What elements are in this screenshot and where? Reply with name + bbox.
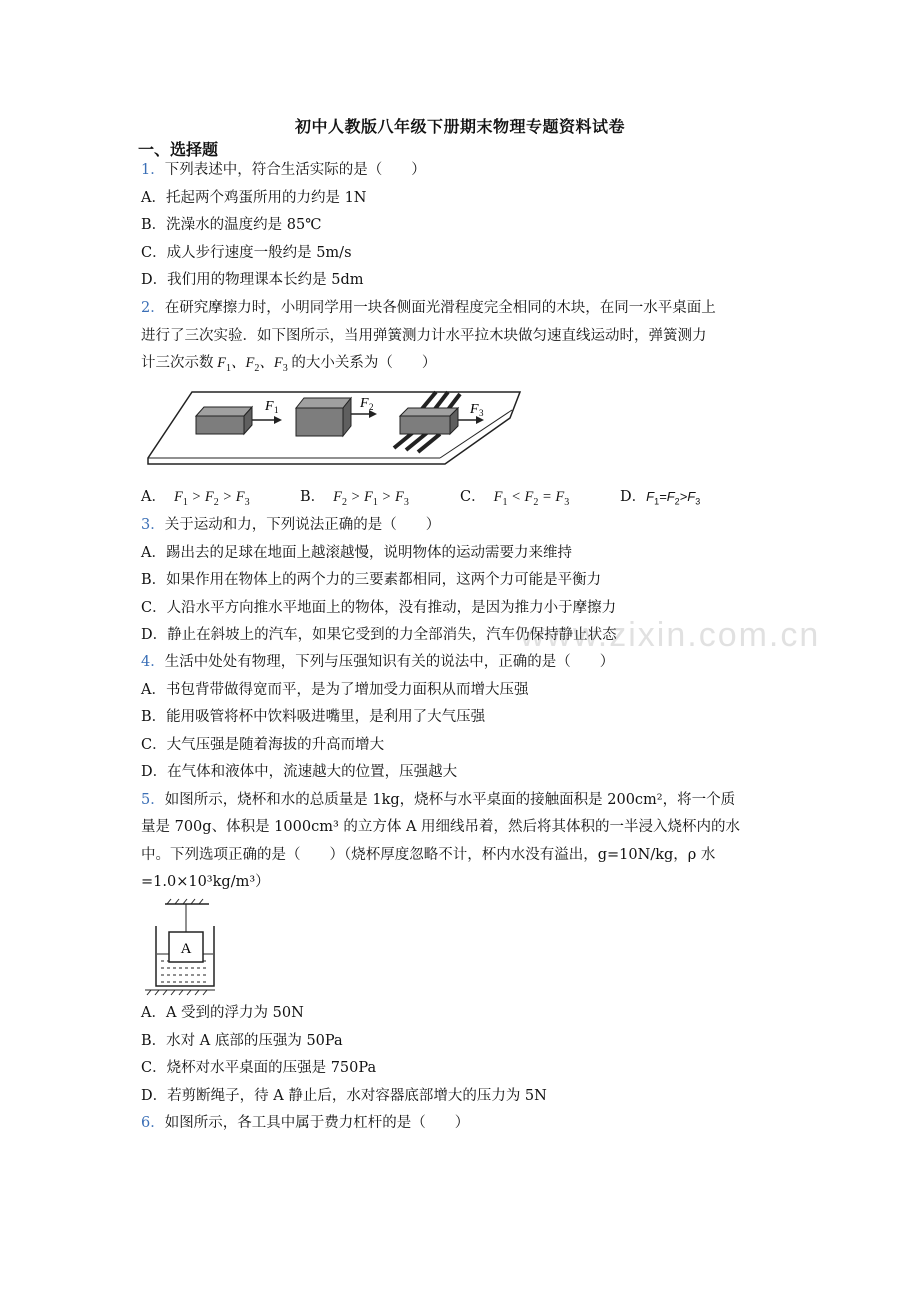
option-2d	[620, 487, 700, 512]
option-1d: D．我们用的物理课本长约是 5dm	[141, 272, 364, 288]
question-text: 如图所示，烧杯和水的总质量是 1kg，烧杯与水平桌面的接触面积是 200cm²，将一个质	[164, 792, 736, 808]
beaker-figure	[143, 898, 215, 996]
math-expression: $F_1 > F_2 > F_3$	[173, 489, 250, 508]
question-4	[141, 652, 614, 672]
option-label: D．	[620, 489, 647, 505]
option-5b: B．水对 A 底部的压强为 50Pa	[141, 1033, 343, 1049]
option-4d: D．在气体和液体中，流速越大的位置，压强越大	[141, 764, 458, 780]
option-label: B．	[300, 489, 326, 505]
force-label-f2: F	[360, 396, 369, 411]
option-5a: A．A 受到的浮力为 50N	[141, 1005, 304, 1021]
math-expression: $F_1 < F_2 = F_3$	[493, 489, 570, 508]
question-number: 5．	[141, 792, 165, 808]
option-3c: C．人沿水平方向推水平地面上的物体，没有推动，是因为推力小于摩擦力	[141, 600, 617, 616]
question-5-line-4: =1.0×10³kg/m³）	[141, 874, 270, 890]
question-number: 1．	[141, 162, 165, 178]
cube-label: A	[180, 941, 192, 957]
question-2-line-1	[141, 298, 716, 318]
question-stem: 关于运动和力，下列说法正确的是（ ）	[164, 517, 441, 533]
question-2-line-3	[141, 353, 436, 379]
question-number: 2．	[141, 300, 165, 316]
question-text: 在研究摩擦力时，小明同学用一块各侧面光滑程度完全相同的木块，在同一水平桌面上	[164, 300, 716, 316]
section-heading: 一、选择题	[138, 140, 219, 159]
option-3d: D．静止在斜坡上的汽车，如果它受到的力全部消失，汽车仍保持静止状态	[141, 627, 617, 643]
question-5-line-3: 中。下列选项正确的是（ ）（烧杯厚度忽略不计，杯内水没有溢出，g=10N/kg，ρ 水	[141, 847, 716, 863]
option-1a: A．托起两个鸡蛋所用的力约是 1N	[141, 190, 367, 206]
math-expression: $F_2 > F_1 > F_3$	[333, 489, 409, 508]
option-1c: C．成人步行速度一般约是 5m/s	[141, 245, 352, 261]
question-5-line-1	[141, 790, 735, 810]
question-6	[141, 1113, 469, 1133]
force-subscript-2: 2	[369, 402, 374, 412]
force-subscript-1: 1	[274, 405, 279, 415]
question-text: 计三次示数	[141, 355, 214, 371]
option-3b: B．如果作用在物体上的两个力的三要素都相同，这两个力可能是平衡力	[141, 572, 602, 588]
option-4a: A．书包背带做得宽而平，是为了增加受力面积从而增大压强	[141, 682, 529, 698]
math-f1-f2-f3: $F_1$、$F_2$、$F_3$	[213, 355, 288, 374]
option-3a: A．踢出去的足球在地面上越滚越慢，说明物体的运动需要力来维持	[141, 545, 572, 561]
force-label-f3: F	[470, 402, 479, 417]
question-5-line-2: 量是 700g、体积是 1000cm³ 的立方体 A 用细线吊着，然后将其体积的一半浸入烧杯内的水	[141, 819, 741, 835]
question-stem: 生活中处处有物理，下列与压强知识有关的说法中，正确的是（ ）	[164, 654, 615, 670]
option-4b: B．能用吸管将杯中饮料吸进嘴里，是利用了大气压强	[141, 709, 486, 725]
option-4c: C．大气压强是随着海拔的升高而增大	[141, 737, 385, 753]
question-1	[141, 160, 426, 180]
option-2c	[460, 487, 569, 513]
question-2-line-2: 进行了三次实验．如下图所示，当用弹簧测力计水平拉木块做匀速直线运动时，弹簧测力	[141, 328, 707, 344]
option-2b	[300, 487, 409, 513]
option-label: C．	[460, 489, 486, 505]
math-expression: $F_1=F_2>F_3$	[646, 489, 701, 507]
question-text: 的大小关系为（ ）	[291, 355, 437, 371]
option-2a	[141, 487, 250, 513]
question-number: 4．	[141, 654, 165, 670]
question-stem: 下列表述中，符合生活实际的是（ ）	[164, 162, 426, 178]
option-5c: C．烧杯对水平桌面的压强是 750Pa	[141, 1060, 377, 1076]
question-number: 3．	[141, 517, 165, 533]
page-title: 初中人教版八年级下册期末物理专题资料试卷	[294, 117, 625, 136]
question-stem: 如图所示，各工具中属于费力杠杆的是（ ）	[164, 1115, 470, 1131]
option-5d: D．若剪断绳子，待 A 静止后，水对容器底部增大的压力为 5N	[141, 1088, 547, 1104]
force-subscript-3: 3	[479, 408, 484, 418]
watermark: www.zixin.com.cn	[520, 616, 821, 654]
question-3	[141, 515, 440, 535]
option-1b: B．洗澡水的温度约是 85℃	[141, 217, 322, 233]
option-label: A．	[141, 489, 166, 505]
question-number: 6．	[141, 1115, 165, 1131]
friction-experiment-figure	[140, 388, 530, 472]
force-label-f1: F	[265, 399, 274, 414]
